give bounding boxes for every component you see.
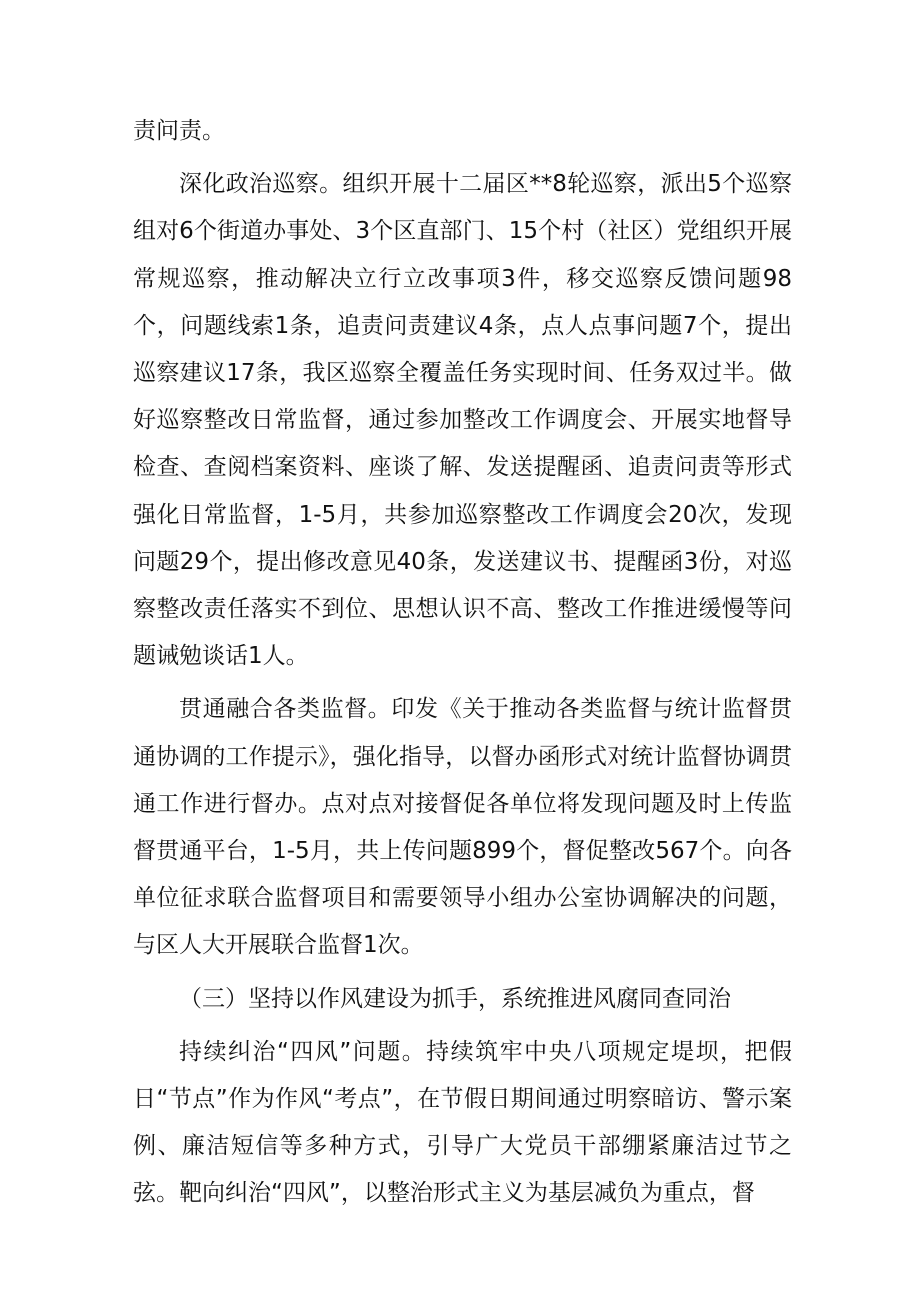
- paragraph-four-winds: 持续纠治“四风”问题。持续筑牢中央八项规定堤坝，把假日“节点”作为作风“考点”，在节假日期间通过明察暗访、警示案例、廉洁短信等多种方式，引导广大党员干部绷紧廉洁过节之弦。靶向纠治“四风”，以整治形式主义为基层减负为重点，督: [133, 1038, 792, 1207]
- paragraph-political-inspection: 深化政治巡察。组织开展十二届区**8轮巡察，派出5个巡察组对6个街道办事处、3个区直部门、15个村（社区）党组织开展常规巡察，推动解决立行立改事项3件，移交巡察反馈问题98个，问题线索1条，追责问责建议4条，点人点事问题7个，提出巡察建议17条，我区巡察全覆盖任务实现时间、任务双过半。做好巡察整改日常监督，通过参加整改工作调度会、开展实地督导检查、查阅档案资料、座谈了解、发送提醒函、追责问责等形式强化日常监督，1-5月，共参加巡察整改工作调度会20次，发现问题29个，提出修改意见40条，发送建议书、提醒函3份，对巡察整改责任落实不到位、思想认识不高、整改工作推进缓慢等问题诫勉谈话1人。: [133, 171, 792, 670]
- paragraph-continuation: 责问责。: [133, 118, 225, 144]
- section-heading: （三）坚持以作风建设为抓手，系统推进风腐同查同治: [179, 985, 731, 1012]
- paragraph-integrated-supervision: 贯通融合各类监督。印发《关于推动各类监督与统计监督贯通协调的工作提示》，强化指导，以督办函形式对统计监督协调贯通工作进行督办。点对点对接督促各单位将发现问题及时上传监督贯通平台，1-5月，共上传问题899个，督促整改567个。向各单位征求联合监督项目和需要领导小组办公室协调解决的问题，与区人大开展联合监督1次。: [133, 696, 792, 959]
